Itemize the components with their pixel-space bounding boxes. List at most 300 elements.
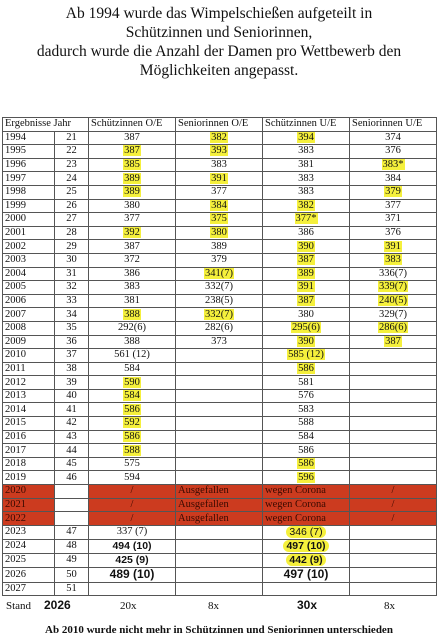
schuetzinnen-ue-cell xyxy=(263,199,350,213)
seniorinnen-oe-cell xyxy=(176,308,263,322)
cell-value: 583 xyxy=(298,403,314,415)
running-number-cell xyxy=(55,430,89,444)
cell-value: 389 xyxy=(211,240,227,252)
schuetzinnen-oe-cell xyxy=(89,240,176,254)
stand-count-schuetzinnen-oe: 20x xyxy=(120,600,137,612)
schuetzinnen-ue-cell xyxy=(263,213,350,227)
table-row xyxy=(3,267,437,281)
cell-value: 2011 xyxy=(5,362,26,374)
schuetzinnen-oe-cell xyxy=(89,199,176,213)
table-row xyxy=(3,131,437,145)
seniorinnen-ue-cell xyxy=(350,335,437,349)
table-row xyxy=(3,485,437,499)
seniorinnen-ue-cell xyxy=(350,567,437,582)
schuetzinnen-oe-cell xyxy=(89,213,176,227)
cell-value: 586 xyxy=(298,444,314,456)
cell-value: 43 xyxy=(66,430,77,442)
cell-value: 390 xyxy=(298,240,314,252)
stand-count-schuetzinnen-ue: 30x xyxy=(297,598,318,612)
cell-value: 386 xyxy=(298,227,314,239)
cell-value: 373 xyxy=(211,335,227,347)
schuetzinnen-ue-cell xyxy=(263,335,350,349)
running-number-cell xyxy=(55,582,89,596)
table-row xyxy=(3,349,437,363)
year-cell xyxy=(3,498,55,512)
cell-value: 592 xyxy=(124,417,140,429)
schuetzinnen-ue-cell xyxy=(263,294,350,308)
table-row xyxy=(3,199,437,213)
cell-value: 42 xyxy=(66,417,77,429)
seniorinnen-oe-cell xyxy=(176,567,263,582)
cell-value: 382 xyxy=(211,131,227,143)
year-cell xyxy=(3,389,55,403)
cell-value: 1995 xyxy=(5,145,26,157)
cell-value: 282(6) xyxy=(205,322,233,334)
year-cell xyxy=(3,430,55,444)
year-cell xyxy=(3,582,55,596)
running-number-cell xyxy=(55,498,89,512)
cell-value: 2027 xyxy=(5,583,26,595)
cell-value: 329(7) xyxy=(379,308,407,320)
schuetzinnen-ue-cell xyxy=(263,525,350,539)
cell-value: 375 xyxy=(211,213,227,225)
schuetzinnen-ue-cell xyxy=(263,553,350,567)
running-number-cell xyxy=(55,539,89,553)
table-row xyxy=(3,430,437,444)
cell-value: 22 xyxy=(66,145,77,157)
year-cell xyxy=(3,199,55,213)
schuetzinnen-oe-cell xyxy=(89,226,176,240)
cell-value: 383 xyxy=(211,159,227,171)
schuetzinnen-ue-cell xyxy=(263,498,350,512)
seniorinnen-oe-cell xyxy=(176,172,263,186)
seniorinnen-oe-cell xyxy=(176,335,263,349)
year-cell xyxy=(3,226,55,240)
cell-value: 494 (10) xyxy=(112,539,152,552)
year-cell xyxy=(3,525,55,539)
table-row xyxy=(3,376,437,390)
seniorinnen-ue-cell xyxy=(350,294,437,308)
cell-value: 39 xyxy=(66,376,77,388)
seniorinnen-ue-cell xyxy=(350,226,437,240)
cell-value: 388 xyxy=(124,308,140,320)
heading-line-1: Ab 1994 wurde das Wimpelschießen aufgeteilt in xyxy=(65,5,373,22)
seniorinnen-oe-cell xyxy=(176,417,263,431)
year-cell xyxy=(3,417,55,431)
cell-value: 337 (7) xyxy=(116,526,148,538)
table-row xyxy=(3,308,437,322)
seniorinnen-oe-cell xyxy=(176,226,263,240)
schuetzinnen-oe-cell xyxy=(89,172,176,186)
schuetzinnen-oe-cell xyxy=(89,308,176,322)
cell-value: 24 xyxy=(66,172,77,184)
schuetzinnen-oe-cell xyxy=(89,512,176,526)
cell-value: 586 xyxy=(298,362,314,374)
seniorinnen-oe-cell xyxy=(176,267,263,281)
stand-row xyxy=(0,600,438,616)
cell-value: 377 xyxy=(211,186,227,198)
cell-value: 380 xyxy=(211,227,227,239)
cell-value: 584 xyxy=(124,362,140,374)
cell-value: 332(7) xyxy=(205,308,233,320)
cell-value: 385 xyxy=(124,159,140,171)
year-cell xyxy=(3,145,55,159)
running-number-cell xyxy=(55,553,89,567)
cell-value: 2016 xyxy=(5,430,26,442)
table-row xyxy=(3,158,437,172)
seniorinnen-oe-cell xyxy=(176,185,263,199)
table-row xyxy=(3,335,437,349)
cell-value: 2012 xyxy=(5,376,26,388)
cell-value: 497 (10) xyxy=(283,567,329,581)
seniorinnen-ue-cell xyxy=(350,362,437,376)
table-row xyxy=(3,213,437,227)
stand-label: Stand xyxy=(6,600,32,612)
cell-value: 380 xyxy=(298,308,314,320)
cell-value: 2026 xyxy=(5,568,26,580)
seniorinnen-ue-cell xyxy=(350,185,437,199)
year-cell xyxy=(3,308,55,322)
cell-value: 371 xyxy=(385,213,401,225)
cell-value: 2010 xyxy=(5,349,26,361)
schuetzinnen-oe-cell xyxy=(89,444,176,458)
seniorinnen-oe-cell xyxy=(176,457,263,471)
cell-value: 425 (9) xyxy=(115,553,149,566)
cell-value: 29 xyxy=(66,240,77,252)
year-cell xyxy=(3,539,55,553)
schuetzinnen-oe-cell xyxy=(89,321,176,335)
seniorinnen-oe-cell xyxy=(176,131,263,145)
schuetzinnen-oe-cell xyxy=(89,485,176,499)
seniorinnen-ue-cell xyxy=(350,349,437,363)
seniorinnen-ue-cell xyxy=(350,321,437,335)
page-heading xyxy=(0,4,438,80)
table-row xyxy=(3,498,437,512)
cell-value: 590 xyxy=(124,376,140,388)
cell-value: 394 xyxy=(298,131,314,143)
cell-value: 238(5) xyxy=(205,295,233,307)
cell-value: 387 xyxy=(124,145,140,157)
schuetzinnen-ue-cell xyxy=(263,240,350,254)
seniorinnen-oe-cell xyxy=(176,553,263,567)
year-cell xyxy=(3,512,55,526)
cell-value: 387 xyxy=(298,254,314,266)
table-row xyxy=(3,362,437,376)
seniorinnen-oe-cell xyxy=(176,362,263,376)
seniorinnen-oe-cell xyxy=(176,539,263,553)
cell-value: / xyxy=(130,485,134,497)
cell-value: 47 xyxy=(66,526,77,538)
schuetzinnen-ue-cell xyxy=(263,362,350,376)
table-row xyxy=(3,525,437,539)
cell-value: 383 xyxy=(298,186,314,198)
cell-value: wegen Corona xyxy=(265,512,326,524)
cell-value: 33 xyxy=(66,295,77,307)
table-row xyxy=(3,240,437,254)
schuetzinnen-ue-cell xyxy=(263,321,350,335)
running-number-cell xyxy=(55,281,89,295)
schuetzinnen-oe-cell xyxy=(89,582,176,596)
table-row xyxy=(3,321,437,335)
schuetzinnen-ue-cell xyxy=(263,267,350,281)
running-number-cell xyxy=(55,145,89,159)
seniorinnen-oe-cell xyxy=(176,512,263,526)
cell-value: 387 xyxy=(385,335,401,347)
running-number-cell xyxy=(55,199,89,213)
cell-value: 390 xyxy=(298,335,314,347)
seniorinnen-ue-cell xyxy=(350,145,437,159)
cell-value: 376 xyxy=(385,227,401,239)
running-number-cell xyxy=(55,389,89,403)
cell-value: 2002 xyxy=(5,240,26,252)
seniorinnen-oe-cell xyxy=(176,253,263,267)
cell-value: 27 xyxy=(66,213,77,225)
year-cell xyxy=(3,253,55,267)
cell-value: 341(7) xyxy=(205,267,233,279)
running-number-cell xyxy=(55,512,89,526)
year-cell xyxy=(3,158,55,172)
cell-value: 2001 xyxy=(5,227,26,239)
cell-value: 2023 xyxy=(5,526,26,538)
cell-value: 387 xyxy=(298,295,314,307)
table-row xyxy=(3,444,437,458)
schuetzinnen-ue-cell xyxy=(263,253,350,267)
cell-value: 382 xyxy=(298,199,314,211)
table-row xyxy=(3,389,437,403)
cell-value: 392 xyxy=(124,227,140,239)
cell-value: 2004 xyxy=(5,267,26,279)
running-number-cell xyxy=(55,321,89,335)
cell-value: 586 xyxy=(124,430,140,442)
cell-value: 2003 xyxy=(5,254,26,266)
year-cell xyxy=(3,172,55,186)
cell-value: 286(6) xyxy=(379,322,407,334)
cell-value: / xyxy=(391,512,395,524)
cell-value: 594 xyxy=(124,471,140,483)
running-number-cell xyxy=(55,376,89,390)
seniorinnen-ue-cell xyxy=(350,539,437,553)
seniorinnen-oe-cell xyxy=(176,403,263,417)
table-row xyxy=(3,539,437,553)
cell-value: 389 xyxy=(298,267,314,279)
year-cell xyxy=(3,349,55,363)
schuetzinnen-oe-cell xyxy=(89,539,176,553)
seniorinnen-oe-cell xyxy=(176,294,263,308)
cell-value: 2009 xyxy=(5,335,26,347)
schuetzinnen-ue-cell xyxy=(263,131,350,145)
schuetzinnen-ue-cell xyxy=(263,376,350,390)
cell-value: 377 xyxy=(385,199,401,211)
seniorinnen-ue-cell xyxy=(350,240,437,254)
cell-value: 381 xyxy=(298,159,314,171)
cell-value: 25 xyxy=(66,186,77,198)
year-cell xyxy=(3,281,55,295)
running-number-cell xyxy=(55,172,89,186)
table-row xyxy=(3,226,437,240)
cell-value: 339(7) xyxy=(379,281,407,293)
cell-value: 379 xyxy=(211,254,227,266)
cell-value: 586 xyxy=(298,458,314,470)
cell-value: 49 xyxy=(66,554,77,566)
cell-value: 391 xyxy=(298,281,314,293)
schuetzinnen-oe-cell xyxy=(89,498,176,512)
seniorinnen-ue-cell xyxy=(350,199,437,213)
year-cell xyxy=(3,485,55,499)
seniorinnen-oe-cell xyxy=(176,158,263,172)
cell-value: 1997 xyxy=(5,172,26,184)
cell-value: 384 xyxy=(385,172,401,184)
seniorinnen-ue-cell xyxy=(350,444,437,458)
cell-value: 386 xyxy=(124,267,140,279)
cell-value: 586 xyxy=(124,403,140,415)
cell-value: 2025 xyxy=(5,554,26,566)
seniorinnen-ue-cell xyxy=(350,498,437,512)
running-number-cell xyxy=(55,253,89,267)
seniorinnen-ue-cell xyxy=(350,553,437,567)
year-cell xyxy=(3,267,55,281)
cell-value: 388 xyxy=(124,335,140,347)
seniorinnen-ue-cell xyxy=(350,430,437,444)
cell-value: 387 xyxy=(124,131,140,143)
cell-value: 2008 xyxy=(5,322,26,334)
schuetzinnen-oe-cell xyxy=(89,376,176,390)
table-header-row xyxy=(3,118,437,132)
header-seniorinnen-oe: Seniorinnen O/E xyxy=(176,118,263,132)
cell-value: 2018 xyxy=(5,458,26,470)
running-number-cell xyxy=(55,294,89,308)
schuetzinnen-oe-cell xyxy=(89,158,176,172)
year-cell xyxy=(3,240,55,254)
cell-value: 36 xyxy=(66,335,77,347)
schuetzinnen-ue-cell xyxy=(263,417,350,431)
cell-value: 240(5) xyxy=(379,295,407,307)
year-cell xyxy=(3,185,55,199)
cell-value: 332(7) xyxy=(205,281,233,293)
cell-value: 584 xyxy=(124,390,140,402)
cell-value: 44 xyxy=(66,444,77,456)
seniorinnen-ue-cell xyxy=(350,582,437,596)
year-cell xyxy=(3,362,55,376)
cell-value: 381 xyxy=(124,295,140,307)
table-row xyxy=(3,403,437,417)
seniorinnen-ue-cell xyxy=(350,158,437,172)
stand-year: 2026 xyxy=(44,598,71,612)
cell-value: 391 xyxy=(211,172,227,184)
heading-line-4: Möglichkeiten angepasst. xyxy=(139,62,299,79)
cell-value: 2006 xyxy=(5,295,26,307)
schuetzinnen-oe-cell xyxy=(89,567,176,582)
schuetzinnen-ue-cell xyxy=(263,226,350,240)
running-number-cell xyxy=(55,308,89,322)
cell-value: 383 xyxy=(385,254,401,266)
cell-value: 2005 xyxy=(5,281,26,293)
cell-value: 383 xyxy=(298,145,314,157)
year-cell xyxy=(3,471,55,485)
cell-value: / xyxy=(391,498,395,510)
schuetzinnen-ue-cell xyxy=(263,444,350,458)
cell-value: 391 xyxy=(385,240,401,252)
schuetzinnen-oe-cell xyxy=(89,403,176,417)
cell-value: 561 (12) xyxy=(114,349,150,361)
schuetzinnen-oe-cell xyxy=(89,525,176,539)
cell-value: 1998 xyxy=(5,186,26,198)
cell-value: 372 xyxy=(124,254,140,266)
seniorinnen-oe-cell xyxy=(176,376,263,390)
cell-value: 37 xyxy=(66,349,77,361)
running-number-cell xyxy=(55,267,89,281)
seniorinnen-oe-cell xyxy=(176,240,263,254)
schuetzinnen-oe-cell xyxy=(89,457,176,471)
schuetzinnen-oe-cell xyxy=(89,131,176,145)
seniorinnen-ue-cell xyxy=(350,525,437,539)
schuetzinnen-oe-cell xyxy=(89,471,176,485)
footer-note: Ab 2010 wurde nicht mehr in Schützinnen und Seniorinnen unterschieden xyxy=(45,624,393,636)
cell-value: 2020 xyxy=(5,485,26,497)
cell-value: 35 xyxy=(66,322,77,334)
schuetzinnen-ue-cell xyxy=(263,145,350,159)
schuetzinnen-oe-cell xyxy=(89,281,176,295)
seniorinnen-ue-cell xyxy=(350,281,437,295)
year-cell xyxy=(3,131,55,145)
cell-value: 389 xyxy=(124,186,140,198)
seniorinnen-ue-cell xyxy=(350,512,437,526)
cell-value: 346 (7) xyxy=(286,526,325,538)
cell-value: Ausgefallen xyxy=(178,485,229,497)
cell-value: 374 xyxy=(385,131,401,143)
seniorinnen-oe-cell xyxy=(176,485,263,499)
running-number-cell xyxy=(55,567,89,582)
schuetzinnen-ue-cell xyxy=(263,512,350,526)
seniorinnen-ue-cell xyxy=(350,172,437,186)
seniorinnen-ue-cell xyxy=(350,376,437,390)
schuetzinnen-ue-cell xyxy=(263,582,350,596)
cell-value: 51 xyxy=(66,583,77,595)
cell-value: 50 xyxy=(66,568,77,580)
seniorinnen-oe-cell xyxy=(176,199,263,213)
cell-value: 576 xyxy=(298,390,314,402)
table-row xyxy=(3,553,437,567)
year-cell xyxy=(3,553,55,567)
cell-value: wegen Corona xyxy=(265,498,326,510)
schuetzinnen-ue-cell xyxy=(263,403,350,417)
schuetzinnen-ue-cell xyxy=(263,389,350,403)
header-schuetzinnen-oe: Schützinnen O/E xyxy=(89,118,176,132)
seniorinnen-ue-cell xyxy=(350,267,437,281)
table-row xyxy=(3,185,437,199)
cell-value: 489 (10) xyxy=(109,567,155,581)
running-number-cell xyxy=(55,362,89,376)
year-cell xyxy=(3,376,55,390)
schuetzinnen-oe-cell xyxy=(89,430,176,444)
schuetzinnen-ue-cell xyxy=(263,471,350,485)
running-number-cell xyxy=(55,185,89,199)
seniorinnen-oe-cell xyxy=(176,349,263,363)
schuetzinnen-oe-cell xyxy=(89,417,176,431)
cell-value: 336(7) xyxy=(379,267,407,279)
schuetzinnen-ue-cell xyxy=(263,185,350,199)
cell-value: 23 xyxy=(66,159,77,171)
cell-value: 2022 xyxy=(5,512,26,524)
cell-value: 2014 xyxy=(5,403,26,415)
cell-value: 383 xyxy=(124,281,140,293)
schuetzinnen-oe-cell xyxy=(89,553,176,567)
cell-value: 2000 xyxy=(5,213,26,225)
seniorinnen-oe-cell xyxy=(176,444,263,458)
seniorinnen-ue-cell xyxy=(350,471,437,485)
seniorinnen-oe-cell xyxy=(176,281,263,295)
seniorinnen-ue-cell xyxy=(350,417,437,431)
table-row xyxy=(3,253,437,267)
